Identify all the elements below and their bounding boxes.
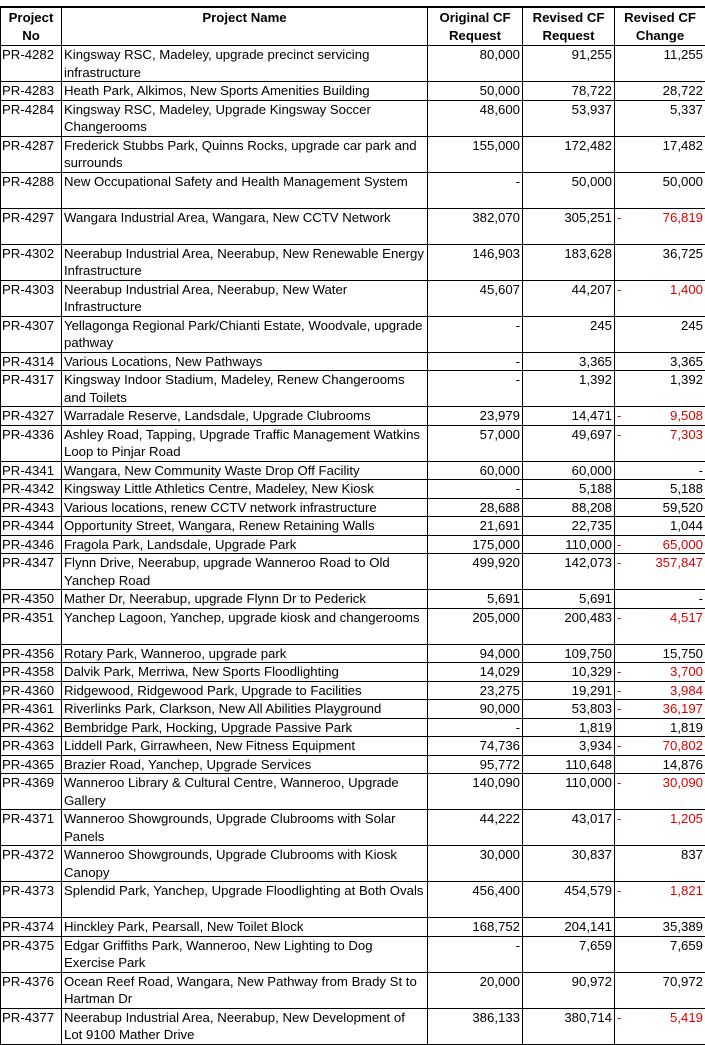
project-name-cell: Various Locations, New Pathways bbox=[62, 352, 428, 371]
revised-cf-change-cell bbox=[615, 480, 705, 499]
original-cf-request-cell: 90,000 bbox=[428, 700, 523, 719]
table-row bbox=[1, 425, 705, 461]
original-cf-request-cell: 499,920 bbox=[428, 554, 523, 590]
change-value: - bbox=[699, 463, 703, 478]
project-name-cell: Kingsway RSC, Madeley, Upgrade Kingsway Soccer Changerooms bbox=[62, 100, 428, 136]
original-cf-request-cell: - bbox=[428, 718, 523, 737]
project-no-cell: PR-4356 bbox=[1, 644, 62, 663]
project-name-cell: Wanneroo Library & Cultural Centre, Wanneroo, Upgrade Gallery bbox=[62, 774, 428, 810]
table-row bbox=[1, 244, 705, 280]
revised-cf-request-cell: 50,000 bbox=[523, 172, 615, 208]
revised-cf-change-cell bbox=[615, 208, 705, 244]
change-value: 3,365 bbox=[670, 354, 703, 369]
table-row bbox=[1, 461, 705, 480]
project-no-cell: PR-4317 bbox=[1, 371, 62, 407]
table-row bbox=[1, 535, 705, 554]
project-name-cell: Fragola Park, Landsdale, Upgrade Park bbox=[62, 535, 428, 554]
revised-cf-request-cell: 110,000 bbox=[523, 535, 615, 554]
change-value: 4,517 bbox=[670, 610, 703, 625]
revised-cf-change-cell bbox=[615, 755, 705, 774]
table-row bbox=[1, 755, 705, 774]
table-row bbox=[1, 172, 705, 208]
revised-cf-request-cell: 60,000 bbox=[523, 461, 615, 480]
table-row bbox=[1, 352, 705, 371]
project-no-cell: PR-4377 bbox=[1, 1008, 62, 1044]
project-no-cell: PR-4375 bbox=[1, 936, 62, 972]
revised-cf-request-cell: 3,934 bbox=[523, 737, 615, 756]
project-no-cell: PR-4303 bbox=[1, 280, 62, 316]
project-name-cell: Neerabup Industrial Area, Neerabup, New Renewable Energy Infrastructure bbox=[62, 244, 428, 280]
revised-cf-change-cell bbox=[615, 846, 705, 882]
original-cf-request-cell: 23,979 bbox=[428, 407, 523, 426]
revised-cf-change-cell bbox=[615, 608, 705, 644]
change-value: 9,508 bbox=[670, 408, 703, 423]
revised-cf-change-cell bbox=[615, 461, 705, 480]
change-value: 15,750 bbox=[663, 646, 703, 661]
project-name-cell: Flynn Drive, Neerabup, upgrade Wanneroo Road to Old Yanchep Road bbox=[62, 554, 428, 590]
table-row bbox=[1, 846, 705, 882]
negative-sign: - bbox=[617, 663, 621, 681]
original-cf-request-cell: 386,133 bbox=[428, 1008, 523, 1044]
original-cf-request-cell: - bbox=[428, 352, 523, 371]
original-cf-request-cell: 74,736 bbox=[428, 737, 523, 756]
revised-cf-change-cell bbox=[615, 644, 705, 663]
table-row bbox=[1, 918, 705, 937]
table-row bbox=[1, 82, 705, 101]
revised-cf-change-cell bbox=[615, 407, 705, 426]
revised-cf-change-cell bbox=[615, 136, 705, 172]
revised-cf-change-cell bbox=[615, 172, 705, 208]
table-row bbox=[1, 100, 705, 136]
table-row bbox=[1, 972, 705, 1008]
revised-cf-request-cell: 3,365 bbox=[523, 352, 615, 371]
revised-cf-change-cell bbox=[615, 535, 705, 554]
revised-cf-change-cell bbox=[615, 517, 705, 536]
table-row bbox=[1, 663, 705, 682]
project-name-cell: Ridgewood, Ridgewood Park, Upgrade to Facilities bbox=[62, 681, 428, 700]
original-cf-request-cell: - bbox=[428, 172, 523, 208]
original-cf-request-cell: 456,400 bbox=[428, 882, 523, 918]
original-cf-request-cell: 205,000 bbox=[428, 608, 523, 644]
project-no-cell: PR-4336 bbox=[1, 425, 62, 461]
header-project-no: Project No bbox=[1, 7, 62, 46]
table-row bbox=[1, 700, 705, 719]
revised-cf-request-cell: 30,837 bbox=[523, 846, 615, 882]
change-value: 7,303 bbox=[670, 427, 703, 442]
project-no-cell: PR-4374 bbox=[1, 918, 62, 937]
original-cf-request-cell: 95,772 bbox=[428, 755, 523, 774]
change-value: 1,392 bbox=[670, 372, 703, 387]
change-value: 1,044 bbox=[670, 518, 703, 533]
change-value: 5,419 bbox=[670, 1010, 703, 1025]
negative-sign: - bbox=[617, 554, 621, 572]
revised-cf-change-cell bbox=[615, 681, 705, 700]
project-no-cell: PR-4372 bbox=[1, 846, 62, 882]
negative-sign: - bbox=[617, 609, 621, 627]
negative-sign: - bbox=[617, 209, 621, 227]
revised-cf-request-cell: 14,471 bbox=[523, 407, 615, 426]
negative-sign: - bbox=[617, 1009, 621, 1027]
original-cf-request-cell: - bbox=[428, 480, 523, 499]
original-cf-request-cell: 94,000 bbox=[428, 644, 523, 663]
project-no-cell: PR-4371 bbox=[1, 810, 62, 846]
change-value: 36,725 bbox=[663, 246, 703, 261]
original-cf-request-cell: 140,090 bbox=[428, 774, 523, 810]
table-row bbox=[1, 882, 705, 918]
project-no-cell: PR-4376 bbox=[1, 972, 62, 1008]
original-cf-request-cell: 20,000 bbox=[428, 972, 523, 1008]
project-name-cell: Bembridge Park, Hocking, Upgrade Passive Park bbox=[62, 718, 428, 737]
original-cf-request-cell: 28,688 bbox=[428, 498, 523, 517]
table-row bbox=[1, 46, 705, 82]
revised-cf-change-cell bbox=[615, 810, 705, 846]
project-name-cell: Heath Park, Alkimos, New Sports Amenities Building bbox=[62, 82, 428, 101]
table-row bbox=[1, 590, 705, 609]
change-value: 837 bbox=[681, 847, 703, 862]
revised-cf-change-cell bbox=[615, 46, 705, 82]
project-no-cell: PR-4347 bbox=[1, 554, 62, 590]
table-row bbox=[1, 737, 705, 756]
project-no-cell: PR-4284 bbox=[1, 100, 62, 136]
header-row bbox=[1, 7, 705, 46]
negative-sign: - bbox=[617, 700, 621, 718]
project-no-cell: PR-4341 bbox=[1, 461, 62, 480]
table-row bbox=[1, 280, 705, 316]
revised-cf-change-cell bbox=[615, 700, 705, 719]
revised-cf-change-cell bbox=[615, 774, 705, 810]
original-cf-request-cell: - bbox=[428, 936, 523, 972]
revised-cf-request-cell: 7,659 bbox=[523, 936, 615, 972]
negative-sign: - bbox=[617, 682, 621, 700]
revised-cf-request-cell: 22,735 bbox=[523, 517, 615, 536]
negative-sign: - bbox=[617, 536, 621, 554]
revised-cf-change-cell bbox=[615, 718, 705, 737]
project-name-cell: Splendid Park, Yanchep, Upgrade Floodlighting at Both Ovals bbox=[62, 882, 428, 918]
change-value: 1,400 bbox=[670, 282, 703, 297]
revised-cf-change-cell bbox=[615, 1008, 705, 1044]
table-row bbox=[1, 407, 705, 426]
original-cf-request-cell: 5,691 bbox=[428, 590, 523, 609]
table-row bbox=[1, 644, 705, 663]
negative-sign: - bbox=[617, 426, 621, 444]
revised-cf-request-cell: 1,819 bbox=[523, 718, 615, 737]
change-value: 357,847 bbox=[655, 555, 703, 570]
original-cf-request-cell: 382,070 bbox=[428, 208, 523, 244]
project-name-cell: Neerabup Industrial Area, Neerabup, New Development of Lot 9100 Mather Drive bbox=[62, 1008, 428, 1044]
project-no-cell: PR-4365 bbox=[1, 755, 62, 774]
original-cf-request-cell: 57,000 bbox=[428, 425, 523, 461]
revised-cf-change-cell bbox=[615, 100, 705, 136]
original-cf-request-cell: 14,029 bbox=[428, 663, 523, 682]
negative-sign: - bbox=[617, 407, 621, 425]
negative-sign: - bbox=[617, 810, 621, 828]
table-row bbox=[1, 517, 705, 536]
header-project-name: Project Name bbox=[62, 7, 428, 46]
revised-cf-change-cell bbox=[615, 554, 705, 590]
revised-cf-change-cell bbox=[615, 590, 705, 609]
change-value: 1,205 bbox=[670, 811, 703, 826]
table-row bbox=[1, 1008, 705, 1044]
project-no-cell: PR-4282 bbox=[1, 46, 62, 82]
projects-table bbox=[0, 6, 705, 1045]
revised-cf-request-cell: 53,937 bbox=[523, 100, 615, 136]
table-row bbox=[1, 718, 705, 737]
original-cf-request-cell: 44,222 bbox=[428, 810, 523, 846]
project-name-cell: Warradale Reserve, Landsdale, Upgrade Clubrooms bbox=[62, 407, 428, 426]
project-name-cell: Hinckley Park, Pearsall, New Toilet Block bbox=[62, 918, 428, 937]
revised-cf-request-cell: 380,714 bbox=[523, 1008, 615, 1044]
revised-cf-request-cell: 142,073 bbox=[523, 554, 615, 590]
revised-cf-request-cell: 78,722 bbox=[523, 82, 615, 101]
table-row bbox=[1, 936, 705, 972]
revised-cf-change-cell bbox=[615, 918, 705, 937]
original-cf-request-cell: 45,607 bbox=[428, 280, 523, 316]
project-no-cell: PR-4297 bbox=[1, 208, 62, 244]
change-value: - bbox=[699, 591, 703, 606]
original-cf-request-cell: 155,000 bbox=[428, 136, 523, 172]
table-row bbox=[1, 316, 705, 352]
table-row bbox=[1, 774, 705, 810]
project-name-cell: Wangara, New Community Waste Drop Off Facility bbox=[62, 461, 428, 480]
header-revised-cf-request: Revised CF Request bbox=[523, 7, 615, 46]
project-name-cell: Kingsway RSC, Madeley, upgrade precinct servicing infrastructure bbox=[62, 46, 428, 82]
revised-cf-request-cell: 109,750 bbox=[523, 644, 615, 663]
project-name-cell: Rotary Park, Wanneroo, upgrade park bbox=[62, 644, 428, 663]
table-row bbox=[1, 608, 705, 644]
revised-cf-request-cell: 172,482 bbox=[523, 136, 615, 172]
negative-sign: - bbox=[617, 774, 621, 792]
original-cf-request-cell: 21,691 bbox=[428, 517, 523, 536]
project-no-cell: PR-4344 bbox=[1, 517, 62, 536]
original-cf-request-cell: 30,000 bbox=[428, 846, 523, 882]
change-value: 76,819 bbox=[663, 210, 703, 225]
revised-cf-request-cell: 110,000 bbox=[523, 774, 615, 810]
revised-cf-change-cell bbox=[615, 498, 705, 517]
revised-cf-change-cell bbox=[615, 352, 705, 371]
change-value: 28,722 bbox=[663, 83, 703, 98]
change-value: 30,090 bbox=[663, 775, 703, 790]
change-value: 5,188 bbox=[670, 481, 703, 496]
revised-cf-change-cell bbox=[615, 663, 705, 682]
change-value: 3,984 bbox=[670, 683, 703, 698]
project-name-cell: Edgar Griffiths Park, Wanneroo, New Lighting to Dog Exercise Park bbox=[62, 936, 428, 972]
revised-cf-change-cell bbox=[615, 936, 705, 972]
table-row bbox=[1, 681, 705, 700]
revised-cf-request-cell: 19,291 bbox=[523, 681, 615, 700]
project-name-cell: Yanchep Lagoon, Yanchep, upgrade kiosk and changerooms bbox=[62, 608, 428, 644]
change-value: 36,197 bbox=[663, 701, 703, 716]
project-name-cell: Kingsway Little Athletics Centre, Madeley, New Kiosk bbox=[62, 480, 428, 499]
revised-cf-request-cell: 200,483 bbox=[523, 608, 615, 644]
revised-cf-request-cell: 183,628 bbox=[523, 244, 615, 280]
revised-cf-request-cell: 204,141 bbox=[523, 918, 615, 937]
project-no-cell: PR-4346 bbox=[1, 535, 62, 554]
project-no-cell: PR-4350 bbox=[1, 590, 62, 609]
revised-cf-change-cell bbox=[615, 82, 705, 101]
project-no-cell: PR-4361 bbox=[1, 700, 62, 719]
original-cf-request-cell: 50,000 bbox=[428, 82, 523, 101]
project-name-cell: Brazier Road, Yanchep, Upgrade Services bbox=[62, 755, 428, 774]
revised-cf-request-cell: 305,251 bbox=[523, 208, 615, 244]
project-no-cell: PR-4358 bbox=[1, 663, 62, 682]
project-name-cell: Wangara Industrial Area, Wangara, New CCTV Network bbox=[62, 208, 428, 244]
revised-cf-change-cell bbox=[615, 425, 705, 461]
negative-sign: - bbox=[617, 882, 621, 900]
project-no-cell: PR-4287 bbox=[1, 136, 62, 172]
revised-cf-change-cell bbox=[615, 972, 705, 1008]
project-no-cell: PR-4342 bbox=[1, 480, 62, 499]
revised-cf-request-cell: 454,579 bbox=[523, 882, 615, 918]
original-cf-request-cell: - bbox=[428, 371, 523, 407]
project-name-cell: Various locations, renew CCTV network infrastructure bbox=[62, 498, 428, 517]
project-no-cell: PR-4283 bbox=[1, 82, 62, 101]
revised-cf-request-cell: 245 bbox=[523, 316, 615, 352]
revised-cf-request-cell: 5,188 bbox=[523, 480, 615, 499]
project-no-cell: PR-4360 bbox=[1, 681, 62, 700]
change-value: 70,972 bbox=[663, 974, 703, 989]
change-value: 11,255 bbox=[664, 47, 703, 62]
change-value: 14,876 bbox=[663, 757, 703, 772]
table-row bbox=[1, 136, 705, 172]
project-name-cell: Dalvik Park, Merriwa, New Sports Floodlighting bbox=[62, 663, 428, 682]
change-value: 245 bbox=[681, 318, 703, 333]
change-value: 5,337 bbox=[670, 102, 703, 117]
original-cf-request-cell: 168,752 bbox=[428, 918, 523, 937]
negative-sign: - bbox=[617, 737, 621, 755]
revised-cf-request-cell: 44,207 bbox=[523, 280, 615, 316]
change-value: 17,482 bbox=[663, 138, 703, 153]
revised-cf-request-cell: 90,972 bbox=[523, 972, 615, 1008]
project-no-cell: PR-4362 bbox=[1, 718, 62, 737]
project-no-cell: PR-4314 bbox=[1, 352, 62, 371]
original-cf-request-cell: 60,000 bbox=[428, 461, 523, 480]
revised-cf-change-cell bbox=[615, 316, 705, 352]
original-cf-request-cell: 23,275 bbox=[428, 681, 523, 700]
revised-cf-request-cell: 49,697 bbox=[523, 425, 615, 461]
project-no-cell: PR-4288 bbox=[1, 172, 62, 208]
revised-cf-request-cell: 43,017 bbox=[523, 810, 615, 846]
project-name-cell: Ashley Road, Tapping, Upgrade Traffic Management Watkins Loop to Pinjar Road bbox=[62, 425, 428, 461]
change-value: 3,700 bbox=[670, 664, 703, 679]
project-name-cell: Yellagonga Regional Park/Chianti Estate, Woodvale, upgrade pathway bbox=[62, 316, 428, 352]
project-name-cell: Opportunity Street, Wangara, Renew Retaining Walls bbox=[62, 517, 428, 536]
original-cf-request-cell: - bbox=[428, 316, 523, 352]
revised-cf-request-cell: 88,208 bbox=[523, 498, 615, 517]
project-name-cell: Wanneroo Showgrounds, Upgrade Clubrooms with Solar Panels bbox=[62, 810, 428, 846]
original-cf-request-cell: 48,600 bbox=[428, 100, 523, 136]
revised-cf-request-cell: 91,255 bbox=[523, 46, 615, 82]
project-no-cell: PR-4373 bbox=[1, 882, 62, 918]
table-row bbox=[1, 480, 705, 499]
original-cf-request-cell: 80,000 bbox=[428, 46, 523, 82]
revised-cf-change-cell bbox=[615, 882, 705, 918]
original-cf-request-cell: 146,903 bbox=[428, 244, 523, 280]
project-name-cell: Liddell Park, Girrawheen, New Fitness Equipment bbox=[62, 737, 428, 756]
revised-cf-request-cell: 53,803 bbox=[523, 700, 615, 719]
project-no-cell: PR-4302 bbox=[1, 244, 62, 280]
change-value: 65,000 bbox=[663, 537, 703, 552]
project-name-cell: Kingsway Indoor Stadium, Madeley, Renew Changerooms and Toilets bbox=[62, 371, 428, 407]
change-value: 35,389 bbox=[663, 919, 703, 934]
change-value: 1,819 bbox=[670, 720, 703, 735]
project-name-cell: Mather Dr, Neerabup, upgrade Flynn Dr to Pederick bbox=[62, 590, 428, 609]
revised-cf-request-cell: 1,392 bbox=[523, 371, 615, 407]
change-value: 59,520 bbox=[663, 500, 703, 515]
project-name-cell: Frederick Stubbs Park, Quinns Rocks, upgrade car park and surrounds bbox=[62, 136, 428, 172]
table-row bbox=[1, 498, 705, 517]
revised-cf-request-cell: 10,329 bbox=[523, 663, 615, 682]
table-row bbox=[1, 554, 705, 590]
project-name-cell: New Occupational Safety and Health Management System bbox=[62, 172, 428, 208]
header-original-cf-request: Original CF Request bbox=[428, 7, 523, 46]
project-no-cell: PR-4363 bbox=[1, 737, 62, 756]
project-no-cell: PR-4351 bbox=[1, 608, 62, 644]
header-revised-cf-change: Revised CF Change bbox=[615, 7, 705, 46]
change-value: 50,000 bbox=[663, 174, 703, 189]
project-name-cell: Ocean Reef Road, Wangara, New Pathway from Brady St to Hartman Dr bbox=[62, 972, 428, 1008]
change-value: 1,821 bbox=[670, 883, 703, 898]
revised-cf-request-cell: 110,648 bbox=[523, 755, 615, 774]
project-no-cell: PR-4307 bbox=[1, 316, 62, 352]
original-cf-request-cell: 175,000 bbox=[428, 535, 523, 554]
project-no-cell: PR-4369 bbox=[1, 774, 62, 810]
revised-cf-change-cell bbox=[615, 280, 705, 316]
change-value: 70,802 bbox=[663, 738, 703, 753]
project-name-cell: Riverlinks Park, Clarkson, New All Abilities Playground bbox=[62, 700, 428, 719]
revised-cf-change-cell bbox=[615, 244, 705, 280]
revised-cf-change-cell bbox=[615, 371, 705, 407]
project-no-cell: PR-4327 bbox=[1, 407, 62, 426]
table-row bbox=[1, 810, 705, 846]
project-no-cell: PR-4343 bbox=[1, 498, 62, 517]
revised-cf-request-cell: 5,691 bbox=[523, 590, 615, 609]
revised-cf-change-cell bbox=[615, 737, 705, 756]
table-row bbox=[1, 208, 705, 244]
project-name-cell: Neerabup Industrial Area, Neerabup, New Water Infrastructure bbox=[62, 280, 428, 316]
table-row bbox=[1, 371, 705, 407]
change-value: 7,659 bbox=[670, 938, 703, 953]
project-name-cell: Wanneroo Showgrounds, Upgrade Clubrooms with Kiosk Canopy bbox=[62, 846, 428, 882]
negative-sign: - bbox=[617, 281, 621, 299]
